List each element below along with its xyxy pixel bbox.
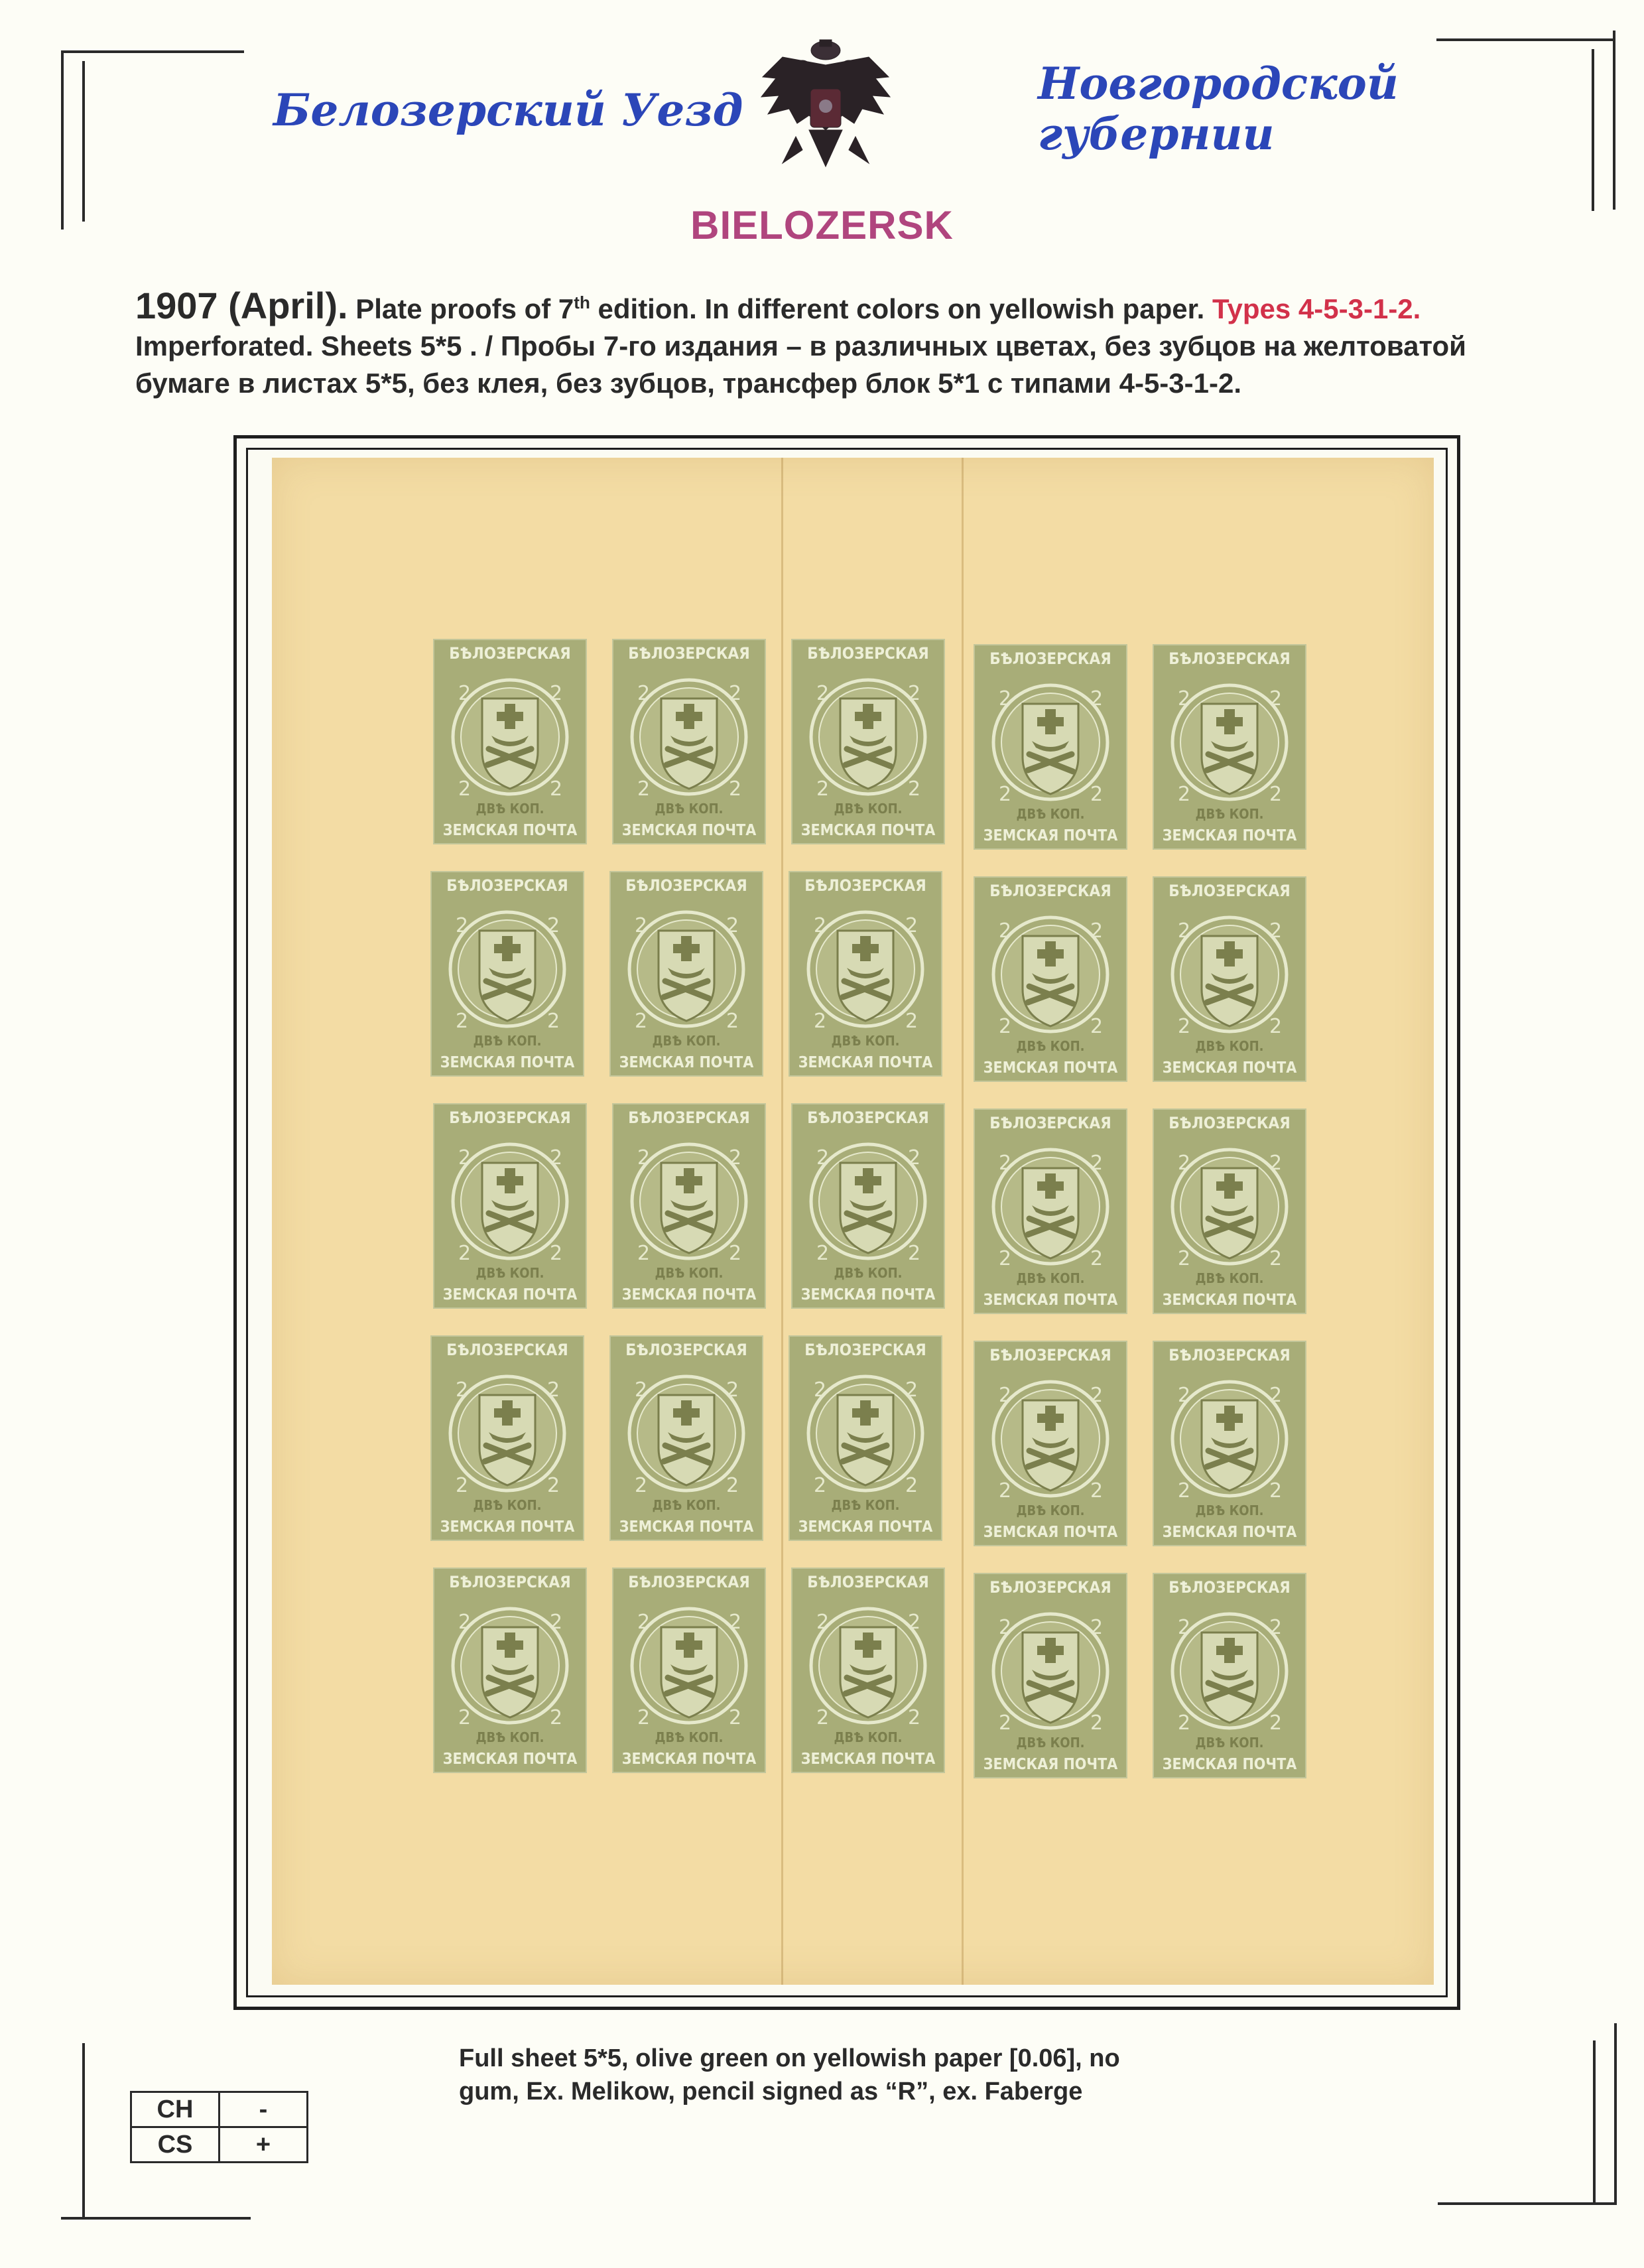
svg-text:2: 2 [637, 1242, 651, 1265]
svg-text:2: 2 [1269, 687, 1283, 710]
svg-text:2: 2 [635, 1378, 648, 1402]
svg-text:2: 2 [999, 1015, 1012, 1038]
stamp-arms-design [1163, 1367, 1296, 1518]
stamp-value-text: ДВѢ КОП. [655, 1729, 724, 1745]
svg-text:2: 2 [1178, 1015, 1191, 1038]
stamp-top-text: БѢЛОЗЕРСКАЯ [807, 644, 929, 663]
svg-text:2: 2 [458, 1242, 472, 1265]
svg-text:2: 2 [456, 914, 469, 937]
caption-line1: Full sheet 5*5, olive green on yellowish paper [0.06], no [459, 2044, 1120, 2072]
grade-value: - [220, 2092, 308, 2127]
svg-text:2: 2 [1090, 1711, 1104, 1735]
svg-text:2: 2 [726, 1378, 739, 1402]
stamp-top-text: БѢЛОЗЕРСКАЯ [449, 644, 571, 663]
svg-text:2: 2 [729, 1706, 742, 1729]
stamp-bottom-text: ЗЕМСКАЯ ПОЧТА [1162, 1059, 1297, 1077]
description-line1 [135, 284, 1528, 328]
stamp-arms-design [444, 665, 576, 817]
stamp-value-text: ДВѢ КОП. [834, 1265, 903, 1281]
stamp [1154, 1342, 1305, 1545]
svg-text:2: 2 [458, 1706, 472, 1729]
svg-text:2: 2 [1090, 783, 1104, 806]
stamp [432, 872, 583, 1075]
stamp-bottom-text: ЗЕМСКАЯ ПОЧТА [800, 822, 936, 839]
svg-text:2: 2 [547, 914, 560, 937]
double-headed-eagle-emblem [756, 31, 895, 176]
svg-text:2: 2 [908, 1242, 921, 1265]
stamp-top-text: БѢЛОЗЕРСКАЯ [449, 1573, 571, 1591]
svg-text:2: 2 [1269, 1384, 1283, 1407]
stamp-bottom-text: ЗЕМСКАЯ ПОЧТА [800, 1286, 936, 1303]
stamp-bottom-text: ЗЕМСКАЯ ПОЧТА [798, 1054, 933, 1071]
svg-text:2: 2 [1269, 1015, 1283, 1038]
svg-text:2: 2 [1178, 1384, 1191, 1407]
svg-text:2: 2 [729, 1242, 742, 1265]
stamp-value-text: ДВѢ КОП. [1016, 1735, 1085, 1751]
svg-text:2: 2 [1269, 1152, 1283, 1175]
stamp [434, 1104, 586, 1307]
stamp-top-text: БѢЛОЗЕРСКАЯ [989, 1346, 1111, 1365]
stamp [611, 872, 762, 1075]
stamp-top-text: БѢЛОЗЕРСКАЯ [989, 882, 1111, 900]
svg-text:2: 2 [729, 1611, 742, 1634]
svg-text:2: 2 [1178, 687, 1191, 710]
grade-table [130, 2091, 308, 2163]
svg-text:2: 2 [1269, 919, 1283, 943]
stamp-bottom-text: ЗЕМСКАЯ ПОЧТА [983, 1292, 1118, 1309]
svg-text:2: 2 [456, 1378, 469, 1402]
stamp [792, 1104, 944, 1307]
svg-text:2: 2 [547, 1474, 560, 1497]
svg-text:2: 2 [458, 777, 472, 801]
stamp [613, 1569, 765, 1772]
stamp-bottom-text: ЗЕМСКАЯ ПОЧТА [983, 1059, 1118, 1077]
description-block [135, 284, 1528, 402]
stamp-arms-design [623, 1130, 755, 1281]
svg-text:2: 2 [816, 777, 830, 801]
stamp-value-text: ДВѢ КОП. [655, 1265, 724, 1281]
stamp-arms-design [441, 1362, 574, 1513]
stamp-arms-design [984, 903, 1117, 1054]
svg-text:2: 2 [1178, 919, 1191, 943]
svg-text:2: 2 [456, 1010, 469, 1033]
svg-text:2: 2 [637, 1706, 651, 1729]
stamp-arms-design [623, 1594, 755, 1745]
stamp-value-text: ДВѢ КОП. [1195, 806, 1264, 822]
svg-text:2: 2 [999, 783, 1012, 806]
svg-text:2: 2 [1090, 1152, 1104, 1175]
corner-mark-top-right-v [1613, 31, 1615, 210]
stamp-arms-design [1163, 903, 1296, 1054]
stamp-arms-design [799, 898, 932, 1049]
stamp-arms-design [802, 1130, 934, 1281]
stamp-arms-design [1163, 1135, 1296, 1286]
description-text-part2: edition. In different colors on yellowish paper. [598, 293, 1205, 324]
svg-text:2: 2 [547, 1010, 560, 1033]
corner-mark-bottom-left-h [61, 2217, 251, 2220]
stamp-arms-design [802, 1594, 934, 1745]
corner-mark-top-left-h2 [82, 61, 85, 222]
stamp-top-text: БѢЛОЗЕРСКАЯ [446, 1341, 568, 1359]
stamp-bottom-text: ЗЕМСКАЯ ПОЧТА [621, 1751, 757, 1768]
stamp-value-text: ДВѢ КОП. [1016, 1502, 1085, 1518]
stamp-arms-design [444, 1594, 576, 1745]
svg-text:2: 2 [1269, 1711, 1283, 1735]
caption-line2: gum, Ex. Melikow, pencil signed as “R”, ex. Faberge [459, 2078, 1083, 2105]
description-line3: бумаге в листах 5*5, без клея, без зубцов, трансфер блок 5*1 с типами 4-5-3-1-2. [135, 367, 1242, 399]
svg-text:2: 2 [908, 682, 921, 705]
stamp-value-text: ДВѢ КОП. [1016, 1038, 1085, 1054]
svg-text:2: 2 [550, 1611, 563, 1634]
grade-row [131, 2127, 308, 2163]
corner-mark-top-left-h [61, 50, 244, 53]
stamp-top-text: БѢЛОЗЕРСКАЯ [625, 1341, 747, 1359]
stamp-bottom-text: ЗЕМСКАЯ ПОЧТА [983, 1524, 1118, 1541]
svg-text:2: 2 [999, 1616, 1012, 1639]
stamp-arms-design [620, 898, 753, 1049]
stamp-value-text: ДВѢ КОП. [1195, 1502, 1264, 1518]
stamp-arms-design [620, 1362, 753, 1513]
stamp-grid [272, 458, 1434, 1985]
svg-text:2: 2 [816, 1146, 830, 1169]
stamp-bottom-text: ЗЕМСКАЯ ПОЧТА [440, 1518, 575, 1536]
stamp-top-text: БѢЛОЗЕРСКАЯ [1169, 1578, 1291, 1597]
stamp [434, 640, 586, 843]
svg-text:2: 2 [637, 1146, 651, 1169]
stamp-top-text: БѢЛОЗЕРСКАЯ [807, 1108, 929, 1127]
svg-text:2: 2 [814, 1378, 827, 1402]
svg-text:2: 2 [905, 1378, 918, 1402]
svg-text:2: 2 [999, 919, 1012, 943]
stamp-bottom-text: ЗЕМСКАЯ ПОЧТА [442, 822, 578, 839]
stamp-bottom-text: ЗЕМСКАЯ ПОЧТА [440, 1054, 575, 1071]
stamp-value-text: ДВѢ КОП. [652, 1497, 721, 1513]
stamp-bottom-text: ЗЕМСКАЯ ПОЧТА [1162, 1524, 1297, 1541]
svg-text:2: 2 [550, 682, 563, 705]
stamp-bottom-text: ЗЕМСКАЯ ПОЧТА [800, 1751, 936, 1768]
svg-text:2: 2 [999, 1479, 1012, 1502]
province-title [1038, 58, 1399, 159]
svg-text:2: 2 [1090, 919, 1104, 943]
stamp-bottom-text: ЗЕМСКАЯ ПОЧТА [1162, 1756, 1297, 1773]
stamp [792, 640, 944, 843]
stamp-top-text: БѢЛОЗЕРСКАЯ [446, 876, 568, 895]
stamp-top-text: БѢЛОЗЕРСКАЯ [1169, 1346, 1291, 1365]
svg-text:2: 2 [635, 1010, 648, 1033]
svg-text:2: 2 [1269, 1247, 1283, 1270]
grade-key: CH [131, 2092, 220, 2127]
stamp-arms-design [441, 898, 574, 1049]
stamp-arms-design [623, 665, 755, 817]
stamp [1154, 645, 1305, 848]
stamp-top-text: БѢЛОЗЕРСКАЯ [628, 644, 750, 663]
svg-text:2: 2 [999, 1711, 1012, 1735]
svg-text:2: 2 [1090, 1247, 1104, 1270]
stamp-value-text: ДВѢ КОП. [1195, 1038, 1264, 1054]
stamp-bottom-text: ЗЕМСКАЯ ПОЧТА [621, 1286, 757, 1303]
types-label: Types 4-5-3-1-2. [1212, 293, 1421, 324]
svg-text:2: 2 [905, 914, 918, 937]
stamp-top-text: БѢЛОЗЕРСКАЯ [625, 876, 747, 895]
svg-text:2: 2 [550, 777, 563, 801]
svg-text:2: 2 [1178, 783, 1191, 806]
stamp-bottom-text: ЗЕМСКАЯ ПОЧТА [983, 827, 1118, 844]
svg-text:2: 2 [729, 682, 742, 705]
stamp-top-text: БѢЛОЗЕРСКАЯ [1169, 1114, 1291, 1132]
stamp-arms-design [802, 665, 934, 817]
locality-heading: BIELOZERSK [690, 203, 954, 247]
svg-text:2: 2 [814, 914, 827, 937]
stamp [790, 872, 941, 1075]
stamp-arms-design [984, 1367, 1117, 1518]
svg-text:2: 2 [1269, 1616, 1283, 1639]
svg-text:2: 2 [999, 1247, 1012, 1270]
svg-text:2: 2 [908, 1146, 921, 1169]
svg-text:2: 2 [550, 1242, 563, 1265]
stamp-bottom-text: ЗЕМСКАЯ ПОЧТА [1162, 827, 1297, 844]
corner-mark-top-right-v2 [1592, 49, 1594, 211]
stamp-arms-design [984, 671, 1117, 822]
stamp [613, 1104, 765, 1307]
stamp-arms-design [1163, 1599, 1296, 1751]
svg-text:2: 2 [1090, 1015, 1104, 1038]
svg-text:2: 2 [999, 1152, 1012, 1175]
stamp-value-text: ДВѢ КОП. [655, 801, 724, 817]
stamp-value-text: ДВѢ КОП. [1195, 1270, 1264, 1286]
svg-text:2: 2 [1269, 783, 1283, 806]
svg-text:2: 2 [637, 777, 651, 801]
grade-value: + [220, 2127, 308, 2163]
svg-text:2: 2 [908, 1611, 921, 1634]
stamp-top-text: БѢЛОЗЕРСКАЯ [628, 1573, 750, 1591]
stamp-top-text: БѢЛОЗЕРСКАЯ [989, 649, 1111, 668]
svg-text:2: 2 [816, 1242, 830, 1265]
stamp-top-text: БѢЛОЗЕРСКАЯ [989, 1114, 1111, 1132]
svg-text:2: 2 [1090, 1479, 1104, 1502]
svg-text:2: 2 [999, 687, 1012, 710]
corner-mark-bottom-right-h [1438, 2202, 1617, 2205]
svg-text:2: 2 [1178, 1247, 1191, 1270]
stamp [611, 1337, 762, 1540]
province-title-line2: губернии [1038, 108, 1275, 160]
svg-text:2: 2 [816, 682, 830, 705]
stamp [975, 878, 1126, 1081]
svg-text:2: 2 [1090, 687, 1104, 710]
svg-text:2: 2 [547, 1378, 560, 1402]
corner-mark-bottom-right-v2 [1593, 2040, 1596, 2202]
district-title: Белозерский Уезд [273, 84, 743, 136]
svg-text:2: 2 [1178, 1616, 1191, 1639]
stamp-bottom-text: ЗЕМСКАЯ ПОЧТА [983, 1756, 1118, 1773]
svg-text:2: 2 [1269, 1479, 1283, 1502]
stamp-bottom-text: ЗЕМСКАЯ ПОЧТА [1162, 1292, 1297, 1309]
stamp-value-text: ДВѢ КОП. [475, 801, 544, 817]
svg-text:2: 2 [726, 914, 739, 937]
svg-text:2: 2 [908, 777, 921, 801]
stamp-value-text: ДВѢ КОП. [473, 1033, 542, 1049]
stamp-top-text: БѢЛОЗЕРСКАЯ [449, 1108, 571, 1127]
stamp-value-text: ДВѢ КОП. [1016, 1270, 1085, 1286]
proof-sheet-paper [272, 458, 1434, 1985]
stamp-top-text: БѢЛОЗЕРСКАЯ [1169, 649, 1291, 668]
stamp [790, 1337, 941, 1540]
stamp-value-text: ДВѢ КОП. [475, 1265, 544, 1281]
svg-text:2: 2 [550, 1146, 563, 1169]
stamp [434, 1569, 586, 1772]
caption [459, 2042, 1255, 2108]
stamp-top-text: БѢЛОЗЕРСКАЯ [989, 1578, 1111, 1597]
description-line2: Imperforated. Sheets 5*5 . / Пробы 7-го издания – в различных цветах, без зубцов на желтоватой [135, 330, 1466, 362]
stamp-top-text: БѢЛОЗЕРСКАЯ [1169, 882, 1291, 900]
svg-text:2: 2 [814, 1010, 827, 1033]
stamp-bottom-text: ЗЕМСКАЯ ПОЧТА [621, 822, 757, 839]
svg-text:2: 2 [635, 1474, 648, 1497]
svg-text:2: 2 [635, 914, 648, 937]
stamp-bottom-text: ЗЕМСКАЯ ПОЧТА [619, 1054, 754, 1071]
stamp [975, 1110, 1126, 1313]
stamp-value-text: ДВѢ КОП. [475, 1729, 544, 1745]
stamp-arms-design [444, 1130, 576, 1281]
edition-superscript: th [574, 293, 590, 312]
stamp-bottom-text: ЗЕМСКАЯ ПОЧТА [619, 1518, 754, 1536]
svg-text:2: 2 [814, 1474, 827, 1497]
svg-text:2: 2 [729, 777, 742, 801]
stamp-arms-design [1163, 671, 1296, 822]
svg-text:2: 2 [458, 1611, 472, 1634]
stamp [1154, 1110, 1305, 1313]
svg-text:2: 2 [726, 1010, 739, 1033]
svg-text:2: 2 [637, 682, 651, 705]
stamp-value-text: ДВѢ КОП. [831, 1033, 900, 1049]
stamp [975, 1574, 1126, 1777]
stamp-value-text: ДВѢ КОП. [652, 1033, 721, 1049]
svg-text:2: 2 [729, 1146, 742, 1169]
svg-text:2: 2 [726, 1474, 739, 1497]
stamp [792, 1569, 944, 1772]
svg-text:2: 2 [637, 1611, 651, 1634]
svg-text:2: 2 [458, 682, 472, 705]
stamp [432, 1337, 583, 1540]
stamp [975, 1342, 1126, 1545]
stamp [613, 640, 765, 843]
corner-mark-bottom-left-v [82, 2043, 85, 2220]
svg-text:2: 2 [999, 1384, 1012, 1407]
stamp-bottom-text: ЗЕМСКАЯ ПОЧТА [798, 1518, 933, 1536]
corner-mark-top-right-h [1436, 38, 1615, 41]
stamp-value-text: ДВѢ КОП. [473, 1497, 542, 1513]
stamp [975, 645, 1126, 848]
grade-row [131, 2092, 308, 2127]
grade-key: CS [131, 2127, 220, 2163]
stamp-value-text: ДВѢ КОП. [831, 1497, 900, 1513]
stamp-bottom-text: ЗЕМСКАЯ ПОЧТА [442, 1286, 578, 1303]
stamp-top-text: БѢЛОЗЕРСКАЯ [807, 1573, 929, 1591]
stamp-value-text: ДВѢ КОП. [1195, 1735, 1264, 1751]
svg-text:2: 2 [1178, 1711, 1191, 1735]
svg-text:2: 2 [456, 1474, 469, 1497]
stamp-value-text: ДВѢ КОП. [834, 1729, 903, 1745]
svg-text:2: 2 [905, 1010, 918, 1033]
stamp-arms-design [984, 1599, 1117, 1751]
svg-text:2: 2 [550, 1706, 563, 1729]
stamp [1154, 1574, 1305, 1777]
stamp-value-text: ДВѢ КОП. [834, 801, 903, 817]
stamp-arms-design [799, 1362, 932, 1513]
svg-text:2: 2 [1090, 1384, 1104, 1407]
svg-text:2: 2 [1178, 1479, 1191, 1502]
stamp-top-text: БѢЛОЗЕРСКАЯ [804, 876, 926, 895]
stamp-arms-design [984, 1135, 1117, 1286]
description-text-part1: Plate proofs of 7 [355, 293, 574, 324]
stamp [1154, 878, 1305, 1081]
svg-text:2: 2 [905, 1474, 918, 1497]
svg-text:2: 2 [1178, 1152, 1191, 1175]
stamp-top-text: БѢЛОЗЕРСКАЯ [804, 1341, 926, 1359]
corner-mark-bottom-right-v [1614, 2023, 1617, 2204]
svg-text:2: 2 [458, 1146, 472, 1169]
stamp-value-text: ДВѢ КОП. [1016, 806, 1085, 822]
svg-text:2: 2 [816, 1706, 830, 1729]
stamp-bottom-text: ЗЕМСКАЯ ПОЧТА [442, 1751, 578, 1768]
issue-date: 1907 (April). [135, 285, 348, 326]
stamp-top-text: БѢЛОЗЕРСКАЯ [628, 1108, 750, 1127]
svg-text:2: 2 [908, 1706, 921, 1729]
svg-text:2: 2 [816, 1611, 830, 1634]
province-title-line1: Новгородской [1038, 58, 1399, 109]
svg-text:2: 2 [1090, 1616, 1104, 1639]
